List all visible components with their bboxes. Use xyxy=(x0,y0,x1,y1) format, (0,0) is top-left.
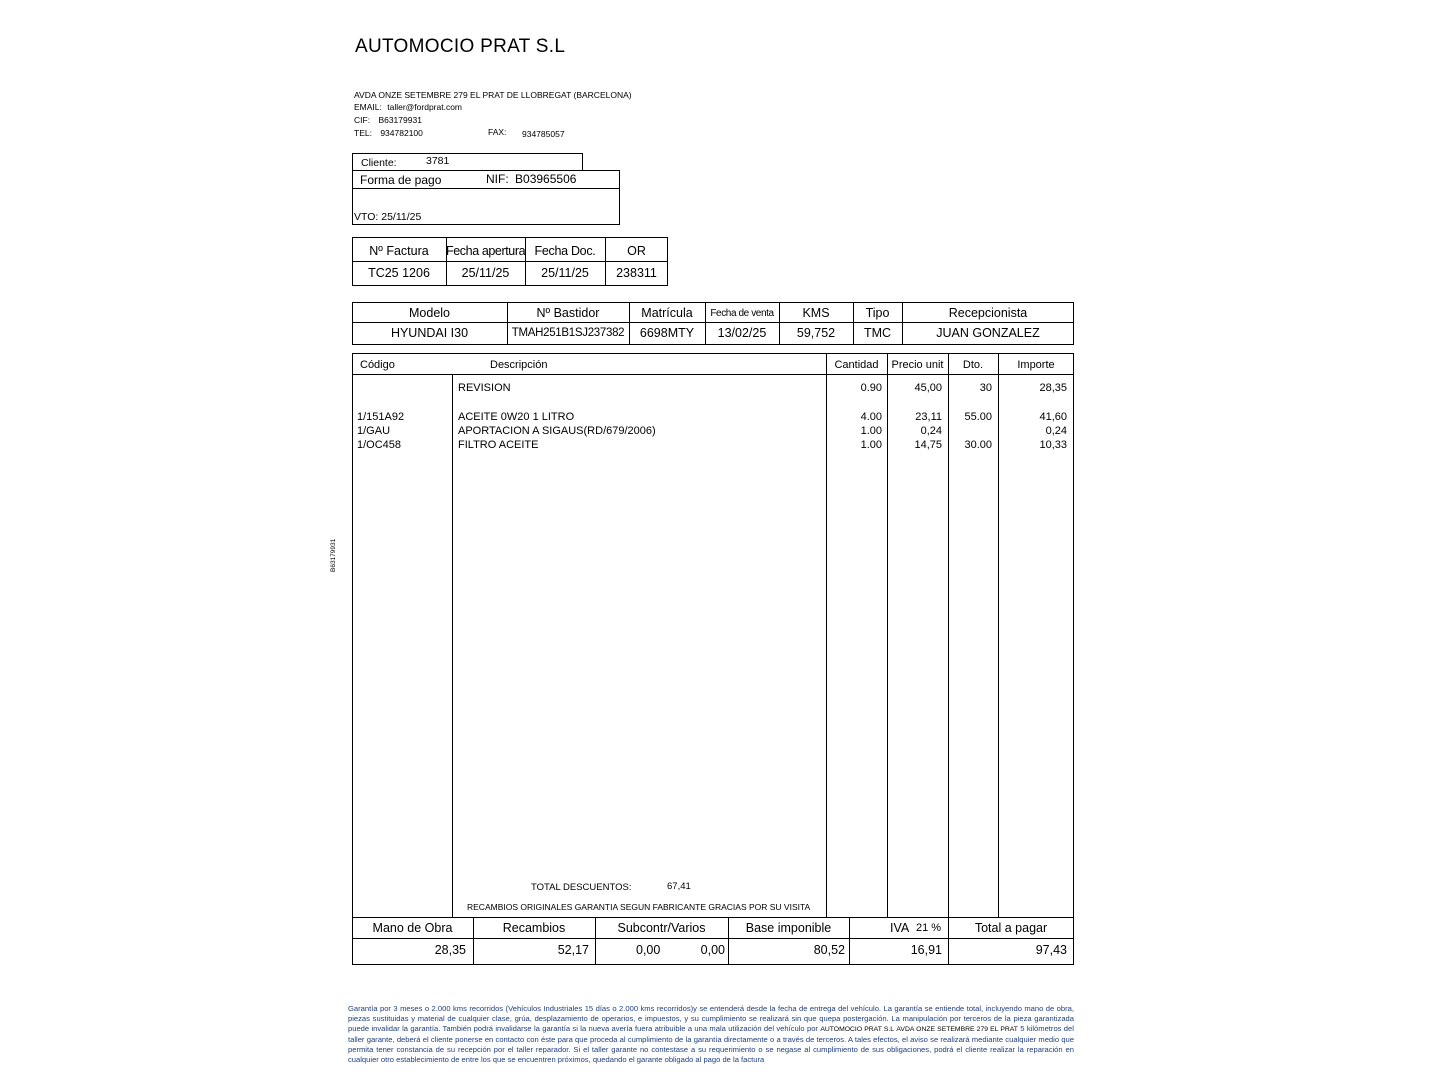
line-code: 1/OC458 xyxy=(357,439,402,451)
doc-date-header: Fecha Doc. xyxy=(534,244,596,258)
subcontr-value-2: 0,00 xyxy=(700,943,725,957)
sale-date-header: Fecha de venta xyxy=(710,308,774,319)
or-header: OR xyxy=(627,244,646,258)
subcontr-value-1: 0,00 xyxy=(636,943,661,957)
labor-label: Mano de Obra xyxy=(372,921,453,935)
line-unit-price: 23,11 xyxy=(915,411,942,423)
line-description: ACEITE 0W20 1 LITRO xyxy=(458,411,575,423)
company-email: taller@fordprat.com xyxy=(387,102,463,112)
plate-value: 6698MTY xyxy=(639,326,695,340)
client-label: Cliente: xyxy=(361,157,397,169)
company-name: AUTOMOCIO PRAT S.L xyxy=(355,36,566,57)
type-value: TMC xyxy=(863,326,892,340)
warranty-address: AVDA ONZE SETEMBRE 279 EL PRAT xyxy=(896,1026,1018,1033)
line-unit-price: 0,24 xyxy=(920,425,942,437)
line-unit-price: 45,00 xyxy=(914,382,942,394)
company-tel-line xyxy=(354,128,423,138)
cif-label: CIF: xyxy=(354,115,371,125)
fax-label: FAX: xyxy=(488,127,507,137)
line-amount: 41,60 xyxy=(1039,411,1067,423)
discount-header: Dto. xyxy=(962,359,984,371)
company-fax: 934785057 xyxy=(522,129,565,139)
opening-date: 25/11/25 xyxy=(461,266,510,280)
side-cif: B63179931 xyxy=(330,538,337,572)
line-unit-price: 14,75 xyxy=(914,439,942,451)
model-header: Modelo xyxy=(409,306,450,320)
line-discount: 55.00 xyxy=(964,411,992,423)
client-number: 3781 xyxy=(426,155,450,167)
base-value: 80,52 xyxy=(813,943,845,957)
base-label: Base imponible xyxy=(745,921,832,935)
line-quantity: 4.00 xyxy=(860,411,882,423)
line-items-header-divider xyxy=(352,374,1074,375)
model-value: HYUNDAI I30 xyxy=(390,326,469,340)
plate-header: Matrícula xyxy=(641,306,693,320)
line-quantity: 1.00 xyxy=(860,425,882,437)
company-cif: B63179931 xyxy=(378,115,422,125)
line-col-sep xyxy=(948,353,949,917)
line-description: REVISION xyxy=(458,382,511,394)
labor-value: 28,35 xyxy=(434,943,466,957)
line-code: 1/151A92 xyxy=(357,411,405,423)
iva-value: 16,91 xyxy=(910,943,942,957)
line-amount: 10,33 xyxy=(1039,439,1067,451)
iva-rate: 21 % xyxy=(916,922,942,934)
type-header: Tipo xyxy=(865,306,890,320)
line-quantity: 1.00 xyxy=(860,439,882,451)
totals-col-sep xyxy=(849,917,850,965)
parts-value: 52,17 xyxy=(557,943,589,957)
line-discount: 30 xyxy=(979,382,992,394)
receptionist-header: Recepcionista xyxy=(948,306,1028,320)
kms-header: KMS xyxy=(802,306,830,320)
total-value: 97,43 xyxy=(1035,943,1067,957)
company-tel: 934782100 xyxy=(380,128,423,138)
parts-label: Recambios xyxy=(502,921,566,935)
warranty-text xyxy=(348,1004,1074,1065)
payment-label: Forma de pago xyxy=(360,173,442,187)
client-nif: B03965506 xyxy=(515,172,577,186)
invoice-number-header: Nº Factura xyxy=(369,244,429,258)
description-header: Descripción xyxy=(490,359,548,371)
kms-value: 59,752 xyxy=(796,326,836,340)
iva-label: IVA xyxy=(890,921,910,935)
totals-divider xyxy=(352,938,1074,939)
unit-price-header: Precio unit xyxy=(891,359,944,371)
amount-header: Importe xyxy=(1017,359,1055,371)
vehicle-table-divider xyxy=(352,322,1074,323)
nif-label: NIF: xyxy=(486,172,509,186)
company-cif-line xyxy=(354,115,422,125)
line-col-sep xyxy=(826,353,827,917)
invoice-info-divider xyxy=(352,261,668,262)
total-discounts-value: 67,41 xyxy=(667,881,691,892)
company-address: AVDA ONZE SETEMBRE 279 EL PRAT DE LLOBREGAT (BARCELONA) xyxy=(354,90,632,100)
line-amount: 0,24 xyxy=(1045,425,1067,437)
total-label: Total a pagar xyxy=(974,921,1048,935)
or-number: 238311 xyxy=(616,266,657,280)
tel-label: TEL: xyxy=(354,128,372,138)
totals-top-border xyxy=(352,917,1074,918)
total-discounts-label: TOTAL DESCUENTOS: xyxy=(531,882,632,893)
email-label: EMAIL: xyxy=(354,102,382,112)
company-email-line xyxy=(354,102,462,112)
receptionist-value: JUAN GONZALEZ xyxy=(936,326,1040,340)
vin-value: TMAH251B1SJ237382 xyxy=(511,327,625,339)
line-description: FILTRO ACEITE xyxy=(458,439,539,451)
line-amount: 28,35 xyxy=(1039,382,1067,394)
footer-note: RECAMBIOS ORIGINALES GARANTIA SEGUN FABRICANTE GRACIAS POR SU VISITA xyxy=(467,902,811,912)
warranty-part-2: 5 kilómetros del taller garante, deberá el cliente ponerse en contacto con éste para que proceda al cumplimiento de la garantía directamente o a través de terceros. A tales efectos, el aviso se realizará mediante cualquier medio que permita tener constancia de su recepción por el taller reparador. Si el taller garante no contestase a su requerimiento o se negase al cumplimiento de sus obligaciones, podrá el cliente realizar la reparación en cualquier otro establecimiento de entre los que se encuentren próximos, quedando el garante obligado al pago de la factura xyxy=(348,1024,1074,1064)
payment-divider xyxy=(352,188,620,189)
vin-header: Nº Bastidor xyxy=(536,306,600,320)
doc-date: 25/11/25 xyxy=(541,266,589,280)
line-col-sep xyxy=(452,374,453,917)
warranty-company: AUTOMOCIO PRAT S.L xyxy=(820,1026,895,1033)
line-discount: 30.00 xyxy=(964,439,992,451)
sale-date-value: 13/02/25 xyxy=(717,326,767,340)
line-quantity: 0.90 xyxy=(860,382,882,394)
subcontr-label: Subcontr/Varios xyxy=(617,921,706,935)
invoice-number: TC25 1206 xyxy=(368,266,430,280)
nif-line xyxy=(486,172,576,186)
line-code: 1/GAU xyxy=(357,425,391,437)
vto-date: VTO: 25/11/25 xyxy=(354,211,422,223)
line-description: APORTACION A SIGAUS(RD/679/2006) xyxy=(458,425,656,437)
opening-date-header: Fecha apertura xyxy=(446,244,526,258)
warranty-part-1: Garantía por 3 meses o 2.000 kms recorridos (Vehículos Industriales 15 días o 2.000 kms recorridos)y se entenderá desde la fecha de entrega del vehículo. La garantía se entiende total, incluyendo mano de obra, piezas sustituidas y material de cualquier clase, grúa, desplazamiento de operarios, e impuestos, y su cumplimiento se realizará sin que quepa postergación. La manipulación por terceros de la pieza garantizada puede invalidar la garantía. También podrá invalidarse la garantía si la nueva avería fuera atribuible a una mala utilización del vehículo por xyxy=(348,1004,1074,1033)
line-col-sep xyxy=(887,353,888,917)
code-header: Código xyxy=(360,359,395,371)
quantity-header: Cantidad xyxy=(834,359,879,371)
line-col-sep xyxy=(998,353,999,917)
